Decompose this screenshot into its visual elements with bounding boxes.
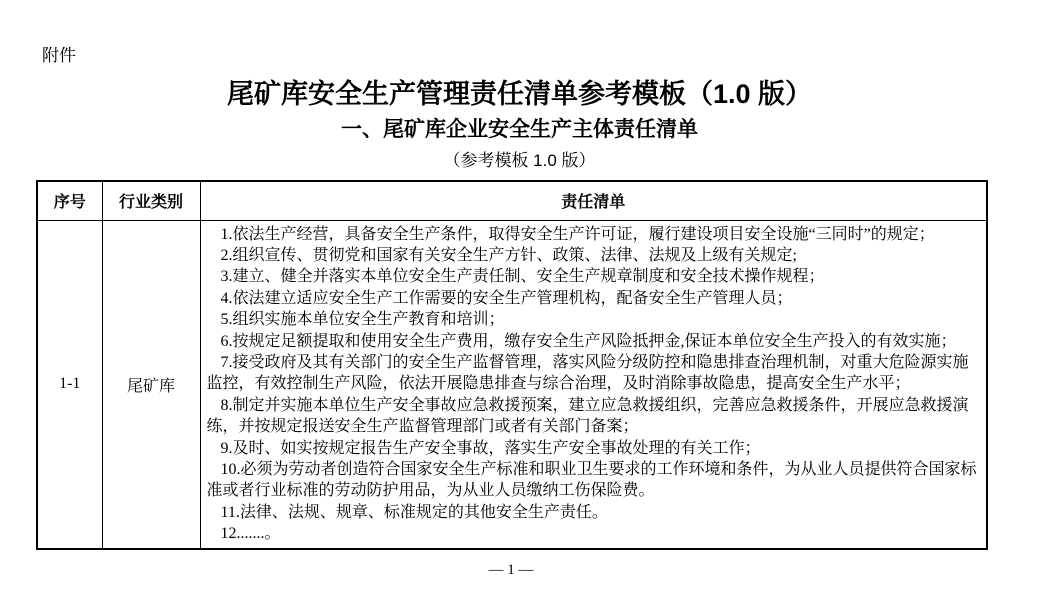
section-title: 一、尾矿库企业安全生产主体责任清单	[341, 118, 698, 141]
responsibility-item: 5.组织实施本单位安全生产教育和培训；	[220, 311, 505, 329]
header-industry-category: 行业类别	[102, 181, 200, 220]
responsibility-item: 2.组织宣传、贯彻党和国家有关安全生产方针、政策、法律、法规及上级有关规定;	[220, 246, 797, 264]
responsibility-item: 11.法律、法规、规章、标准规定的其他安全生产责任。	[220, 503, 608, 521]
responsibility-item: 6.按规定足额提取和使用安全生产费用，缴存安全生产风险抵押金,保证本单位安全生产投入的有效实施；	[220, 332, 957, 350]
responsibility-list	[207, 224, 982, 545]
template-version-subtitle: （参考模板 1.0 版）	[443, 151, 596, 170]
attachment-label: 附件	[42, 46, 76, 65]
responsibility-item: 12.......。	[220, 525, 281, 543]
responsibility-item: 7.接受政府及其有关部门的安全生产监督管理，落实风险分级防控和隐患排查治理机制，对重大危险源实施监控，有效控制生产风险，依法开展隐患排查与综合治理，及时消除事故隐患，提高安全生产水平；	[206, 353, 969, 393]
page-number: — 1 —	[488, 561, 534, 578]
responsibility-item: 10.必须为劳动者创造符合国家安全生产标准和职业卫生要求的工作环境和条件，为从业人员提供符合国家标准或者行业标准的劳动防护用品，为从业人员缴纳工伤保险费。	[206, 460, 977, 500]
responsibility-item: 9.及时、如实按规定报告生产安全事故，落实生产安全事故处理的有关工作；	[220, 439, 761, 457]
cell-industry-category: 尾矿库	[102, 220, 200, 549]
cell-serial-number: 1-1	[37, 220, 102, 549]
responsibility-item: 3.建立、健全并落实本单位安全生产责任制、安全生产规章制度和安全技术操作规程；	[220, 268, 825, 286]
responsibility-item: 1.依法生产经营，具备安全生产条件，取得安全生产许可证，履行建设项目安全设施“三同时”的规定；	[220, 225, 935, 243]
responsibility-item: 8.制定并实施本单位生产安全事故应急救援预案，建立应急救援组织，完善应急救援条件，开展应急救援演练，并按规定报送安全生产监督管理部门或者有关部门备案；	[206, 396, 969, 436]
table-row	[37, 220, 987, 549]
table-header-row	[37, 181, 987, 220]
responsibility-table	[36, 180, 988, 550]
header-responsibility-list: 责任清单	[200, 181, 987, 220]
header-serial-number: 序号	[37, 181, 102, 220]
cell-responsibility-list	[200, 220, 987, 549]
document-title: 尾矿库安全生产管理责任清单参考模板（1.0 版）	[226, 79, 813, 109]
responsibility-item: 4.依法建立适应安全生产工作需要的安全生产管理机构，配备安全生产管理人员；	[220, 289, 793, 307]
